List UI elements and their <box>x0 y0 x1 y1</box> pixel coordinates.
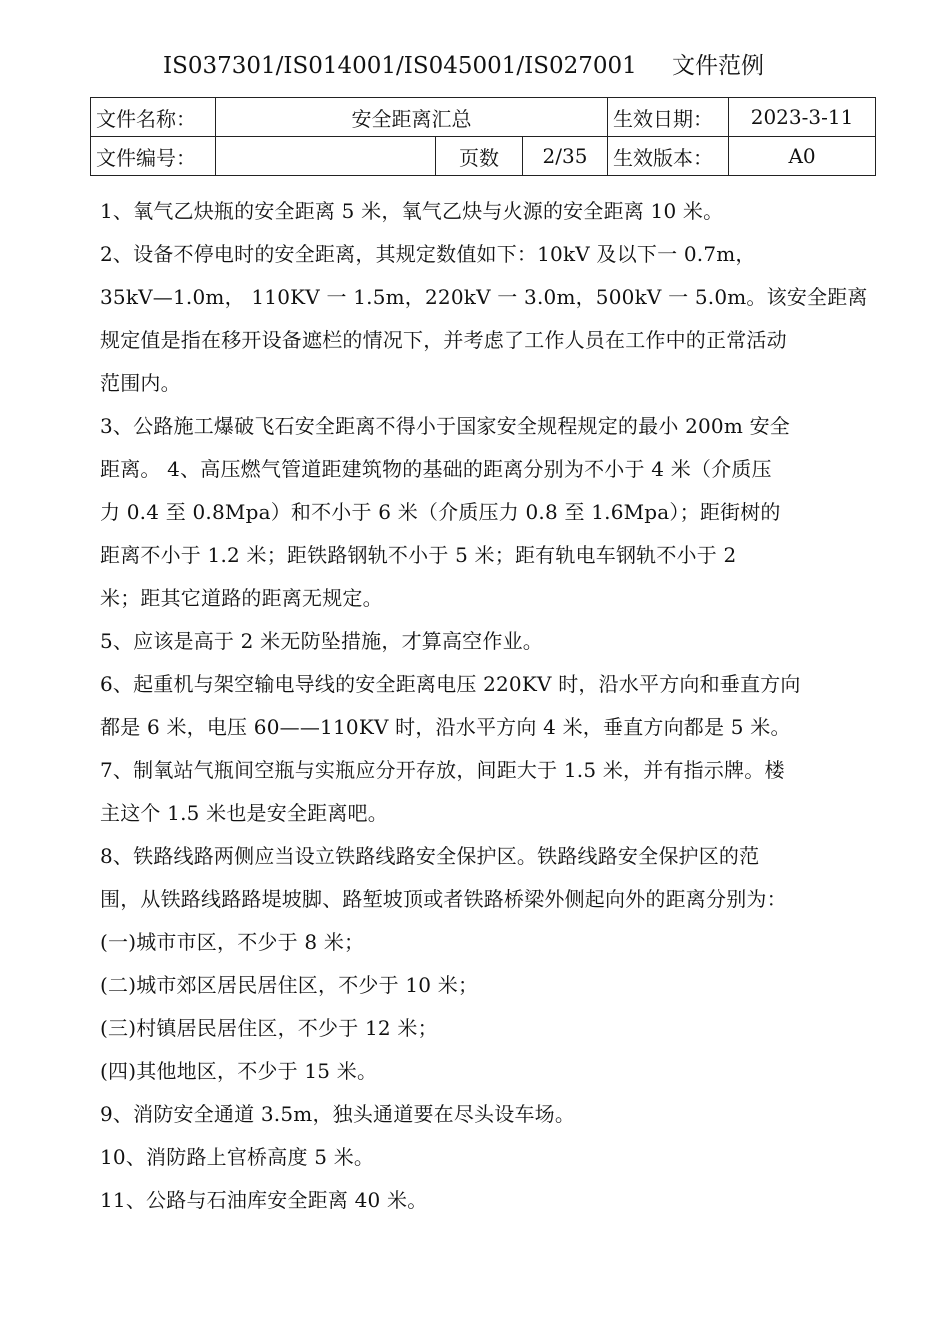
effective-date-value: 2023-3-11 <box>729 98 876 137</box>
body-line: 11、公路与石油库安全距离 40 米。 <box>100 1188 428 1212</box>
standards-label: IS037301/IS014001/IS045001/IS027001 <box>163 53 637 79</box>
body-line: 3、公路施工爆破飞石安全距离不得小于国家安全规程规定的最小 200m 安全 <box>100 414 790 438</box>
file-name-value: 安全距离汇总 <box>216 98 608 137</box>
body-line: 6、起重机与架空输电导线的安全距离电压 220KV 时，沿水平方向和垂直方向 <box>100 672 801 696</box>
body-line: 7、制氧站气瓶间空瓶与实瓶应分开存放，间距大于 1.5 米，并有指示牌。楼 <box>100 758 785 782</box>
document-type-label: 文件范例 <box>672 53 764 79</box>
body-line: 规定值是指在移开设备遮栏的情况下，并考虑了工作人员在工作中的正常活动 <box>100 328 787 352</box>
file-number-value <box>216 137 436 176</box>
table-row <box>91 137 876 176</box>
body-line: 5、应该是高于 2 米无防坠措施，才算高空作业。 <box>100 629 543 653</box>
body-line: 围，从铁路线路路堤坡脚、路堑坡顶或者铁路桥梁外侧起向外的距离分别为： <box>100 887 787 911</box>
file-name-label: 文件名称： <box>91 98 216 137</box>
document-body <box>100 190 868 1222</box>
body-line: 8、铁路线路两侧应当设立铁路线路安全保护区。铁路线路安全保护区的范 <box>100 844 760 868</box>
body-line: 都是 6 米，电压 60——110KV 时，沿水平方向 4 米，垂直方向都是 5 米。 <box>100 715 791 739</box>
body-line: (二)城市郊区居民居住区，不少于 10 米； <box>100 973 479 997</box>
body-line: 米；距其它道路的距离无规定。 <box>100 586 383 610</box>
table-row <box>91 98 876 137</box>
body-line: (四)其他地区，不少于 15 米。 <box>100 1059 378 1083</box>
body-line: 35kV—1.0m， 110KV 一 1.5m，220kV 一 3.0m，500kV 一 5.0m。该安全距离 <box>100 285 868 309</box>
body-line: 力 0.4 至 0.8Mpa）和不小于 6 米（介质压力 0.8 至 1.6Mpa）；距街树的 <box>100 500 781 524</box>
body-line: 距离。 4、高压燃气管道距建筑物的基础的距离分别为不小于 4 米（介质压 <box>100 457 772 481</box>
page-count-label: 页数 <box>436 137 523 176</box>
effective-date-label: 生效日期： <box>608 98 729 137</box>
body-line: 1、氧气乙炔瓶的安全距离 5 米，氧气乙炔与火源的安全距离 10 米。 <box>100 199 724 223</box>
effective-version-label: 生效版本： <box>608 137 729 176</box>
body-line: 距离不小于 1.2 米；距铁路钢轨不小于 5 米；距有轨电车钢轨不小于 2 <box>100 543 737 567</box>
effective-version-value: A0 <box>729 137 876 176</box>
body-line: 主这个 1.5 米也是安全距离吧。 <box>100 801 388 825</box>
body-line: 范围内。 <box>100 371 181 395</box>
body-line: (三)村镇居民居住区，不少于 12 米； <box>100 1016 438 1040</box>
page-count-value: 2/35 <box>523 137 608 176</box>
body-line: 2、设备不停电时的安全距离，其规定数值如下：10kV 及以下一 0.7m， <box>100 242 756 266</box>
file-number-label: 文件编号： <box>91 137 216 176</box>
body-line: (一)城市市区，不少于 8 米； <box>100 930 365 954</box>
body-line: 9、消防安全通道 3.5m，独头通道要在尽头设车场。 <box>100 1102 576 1126</box>
document-info-table <box>90 97 876 176</box>
body-line: 10、消防路上官桥高度 5 米。 <box>100 1145 375 1169</box>
